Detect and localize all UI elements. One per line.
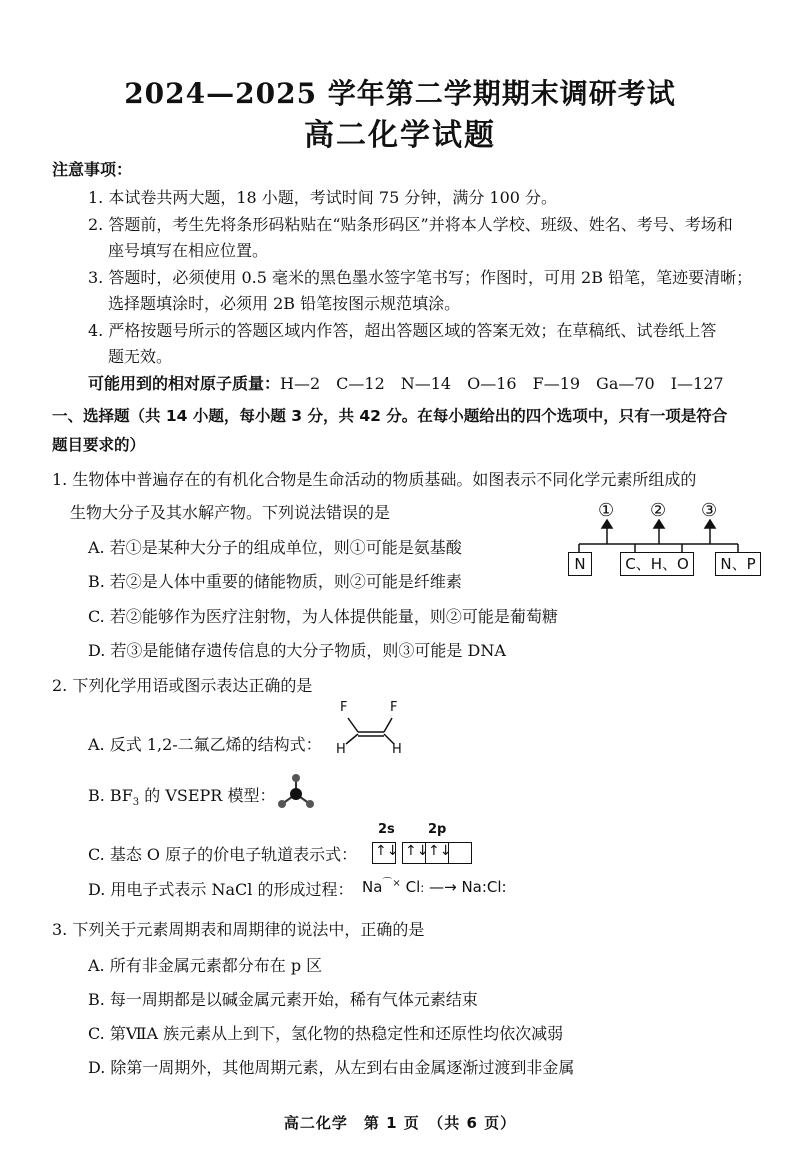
orbital-2s-electrons: ↑↓ bbox=[375, 843, 399, 859]
orbital-box-2s bbox=[372, 842, 399, 864]
q2-stem: 2. 下列化学用语或图示表达正确的是 bbox=[52, 676, 313, 695]
vsepr-model-icon bbox=[274, 772, 318, 816]
orbital-diagram bbox=[372, 822, 472, 864]
q1-option-c[interactable]: C. 若②能够作为医疗注射物，为人体提供能量，则②可能是葡萄糖 bbox=[88, 607, 558, 626]
marker-3: ③ bbox=[701, 500, 718, 521]
orbital-2p1-electrons: ↑↓ bbox=[405, 843, 429, 859]
q1-stem-cont: 生物大分子及其水解产物。下列说法错误的是 bbox=[70, 503, 391, 522]
marker-1: ① bbox=[598, 500, 615, 521]
orbital-box-2p2 bbox=[425, 842, 452, 864]
q3-option-b[interactable]: B. 每一周期都是以碱金属元素开始，稀有气体元素结束 bbox=[88, 990, 478, 1009]
note-item: 3. 答题时，必须使用 0.5 毫米的黑色墨水签字笔书写；作图时，可用 2B 铅笔，笔迹要清晰； bbox=[88, 268, 753, 287]
element-box-cho: C、H、O bbox=[620, 552, 694, 576]
q3-option-a[interactable]: A. 所有非金属元素都分布在 p 区 bbox=[88, 956, 323, 975]
nacl-product: Na:Cl: bbox=[461, 878, 507, 896]
page-footer: 高二化学 第 1 页 （共 6 页） bbox=[283, 1114, 517, 1132]
atom-f2: F bbox=[390, 700, 398, 715]
exam-subtitle: 高二化学试题 bbox=[304, 118, 496, 153]
q3-stem: 3. 下列关于元素周期表和周期律的说法中，正确的是 bbox=[52, 920, 425, 939]
q3-option-d[interactable]: D. 除第一周期外，其他周期元素，从左到右由金属逐渐过渡到非金属 bbox=[88, 1058, 575, 1077]
atom-h1: H bbox=[336, 742, 346, 757]
reaction-arrow: —→ bbox=[429, 878, 457, 896]
q3-option-c[interactable]: C. 第ⅦA 族元素从上到下，氢化物的热稳定性和还原性均依次减弱 bbox=[88, 1024, 564, 1043]
na-symbol: Na bbox=[362, 878, 383, 896]
q1-option-a[interactable]: A. 若①是某种大分子的组成单位，则①可能是氨基酸 bbox=[88, 538, 462, 557]
note-item: 题无效。 bbox=[108, 347, 173, 366]
q2-option-b[interactable] bbox=[88, 786, 275, 813]
q1-diagram bbox=[560, 500, 760, 580]
exam-title: 2024—2025 学年第二学期期末调研考试 bbox=[124, 77, 676, 110]
cl-symbol: Cl bbox=[405, 878, 421, 896]
note-item: 1. 本试卷共两大题，18 小题，考试时间 75 分钟，满分 100 分。 bbox=[88, 188, 558, 207]
marker-2: ② bbox=[650, 500, 667, 521]
notes-heading: 注意事项： bbox=[52, 160, 133, 179]
atom-f1: F bbox=[340, 700, 348, 715]
note-item: 座号填写在相应位置。 bbox=[108, 241, 269, 260]
element-box-np: N、P bbox=[715, 552, 761, 576]
element-box-n: N bbox=[568, 552, 592, 576]
atom-h2: H bbox=[392, 742, 402, 757]
atomic-mass-label: 可能用到的相对原子质量： bbox=[88, 374, 281, 393]
q2-option-c[interactable]: C. 基态 O 原子的价电子轨道表示式： bbox=[88, 845, 358, 864]
q1-option-b[interactable]: B. 若②是人体中重要的储能物质，则②可能是纤维素 bbox=[88, 572, 462, 591]
q2-option-b-text2: 的 VSEPR 模型： bbox=[139, 786, 276, 805]
orbital-box-2p3 bbox=[448, 842, 472, 864]
section-heading-cont: 题目要求的） bbox=[52, 436, 146, 454]
note-item: 选择题填涂时，必须用 2B 铅笔按图示规范填涂。 bbox=[108, 294, 461, 313]
orbital-label-2s: 2s bbox=[378, 822, 395, 837]
orbital-box-2p1 bbox=[402, 842, 429, 864]
q2-option-d[interactable]: D. 用电子式表示 NaCl 的形成过程： bbox=[88, 880, 354, 899]
note-item: 2. 答题前，考生先将条形码粘贴在“贴条形码区”并将本人学校、班级、姓名、考号、考场和 bbox=[88, 215, 733, 234]
orbital-label-2p: 2p bbox=[428, 822, 447, 837]
nacl-formation: Na⌒× Cl: —→ Na:Cl: bbox=[362, 878, 507, 896]
q2-option-a[interactable]: A. 反式 1,2-二氟乙烯的结构式： bbox=[88, 735, 322, 754]
q2-option-b-sub: 3 bbox=[132, 797, 140, 809]
section-heading: 一、选择题（共 14 小题，每小题 3 分，共 42 分。在每小题给出的四个选项中，只有一项是符合 bbox=[52, 407, 728, 425]
atomic-mass-values: H—2 C—12 N—14 O—16 F—19 Ga—70 I—127 bbox=[280, 374, 724, 393]
atomic-mass-line bbox=[88, 374, 724, 394]
note-item: 4. 严格按题号所示的答题区域内作答，超出答题区域的答案无效；在草稿纸、试卷纸上答 bbox=[88, 321, 717, 340]
structural-formula-a bbox=[330, 700, 410, 760]
q1-stem: 1. 生物体中普遍存在的有机化合物是生命活动的物质基础。如图表示不同化学元素所组成的 bbox=[52, 470, 697, 489]
q2-option-b-text: B. BF bbox=[88, 786, 133, 805]
orbital-2p2-electrons: ↑↓ bbox=[428, 843, 452, 859]
q1-option-d[interactable]: D. 若③是能储存遗传信息的大分子物质，则③可能是 DNA bbox=[88, 641, 506, 660]
